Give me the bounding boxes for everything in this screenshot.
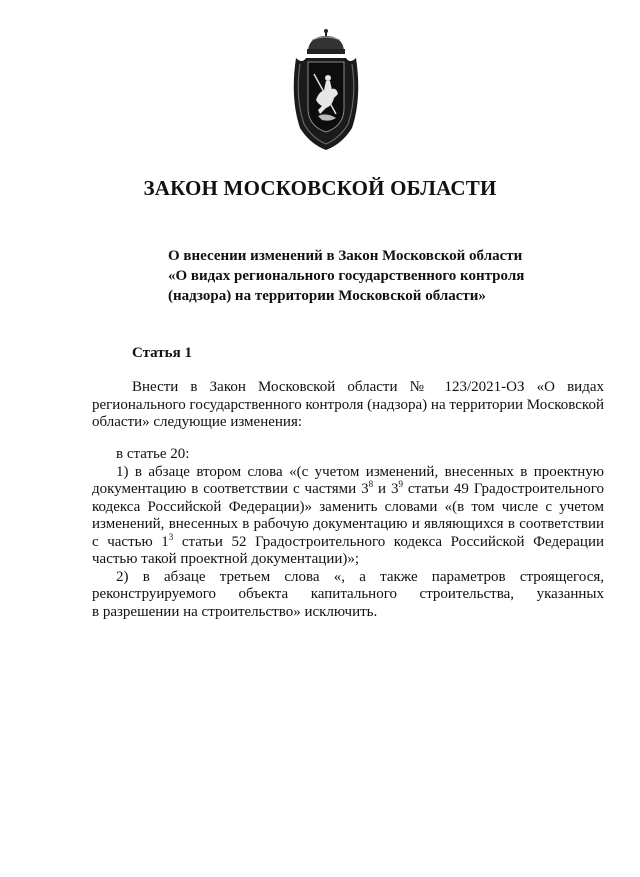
item2-line: 2) в абзаце третьем слова «, а также параметров строящегося, bbox=[116, 568, 604, 585]
item1-text: с частью 1 bbox=[92, 533, 169, 550]
item1-text: и 3 bbox=[373, 481, 399, 497]
item1-text: статьи 52 Градостроительного кодекса Российской Федерации bbox=[173, 533, 604, 550]
subject-line: «О видах регионального государственного контроля bbox=[168, 268, 525, 284]
article-intro bbox=[92, 379, 604, 432]
subject-line: (надзора) на территории Московской области» bbox=[168, 288, 486, 304]
item2-line: в разрешении на строительство» исключить. bbox=[92, 603, 378, 620]
item1-line: 1) в абзаце втором слова «(с учетом изменений, внесенных в проектную bbox=[116, 463, 604, 480]
article-heading: Статья 1 bbox=[132, 345, 192, 361]
item1-line bbox=[92, 531, 604, 552]
superscript: 3 bbox=[168, 531, 174, 542]
intro-line: Внести в Закон Московской области № 123/2021-ОЗ «О видах bbox=[132, 379, 604, 395]
item1-line bbox=[92, 481, 604, 499]
item2-line: реконструируемого объекта капитального строительства, указанных bbox=[92, 586, 604, 602]
item1-text: статьи 49 Градостроительного bbox=[402, 481, 604, 497]
intro-line: регионального государственного контроля (надзора) на территории Московской bbox=[92, 396, 604, 413]
item1-text: документацию в соответствии с частями 3 bbox=[92, 481, 369, 497]
item1-line: изменений, внесенных в рабочую документацию и являющихся в соответствии bbox=[92, 516, 604, 532]
law-subject bbox=[168, 246, 568, 306]
section-label: в статье 20: bbox=[116, 446, 190, 462]
superscript: 8 bbox=[368, 479, 374, 489]
coat-of-arms-icon bbox=[290, 28, 362, 152]
superscript: 9 bbox=[398, 479, 403, 489]
item1-line: частью такой проектной документации)»; bbox=[92, 551, 360, 567]
item1-line: кодекса Российской Федерации)» заменить словами «(в том числе с учетом bbox=[92, 498, 604, 515]
article-amendments bbox=[92, 446, 604, 621]
document-title: ЗАКОН МОСКОВСКОЙ ОБЛАСТИ bbox=[143, 176, 497, 200]
intro-line: области» следующие изменения: bbox=[92, 414, 303, 430]
subject-line: О внесении изменений в Закон Московской области bbox=[168, 248, 523, 264]
